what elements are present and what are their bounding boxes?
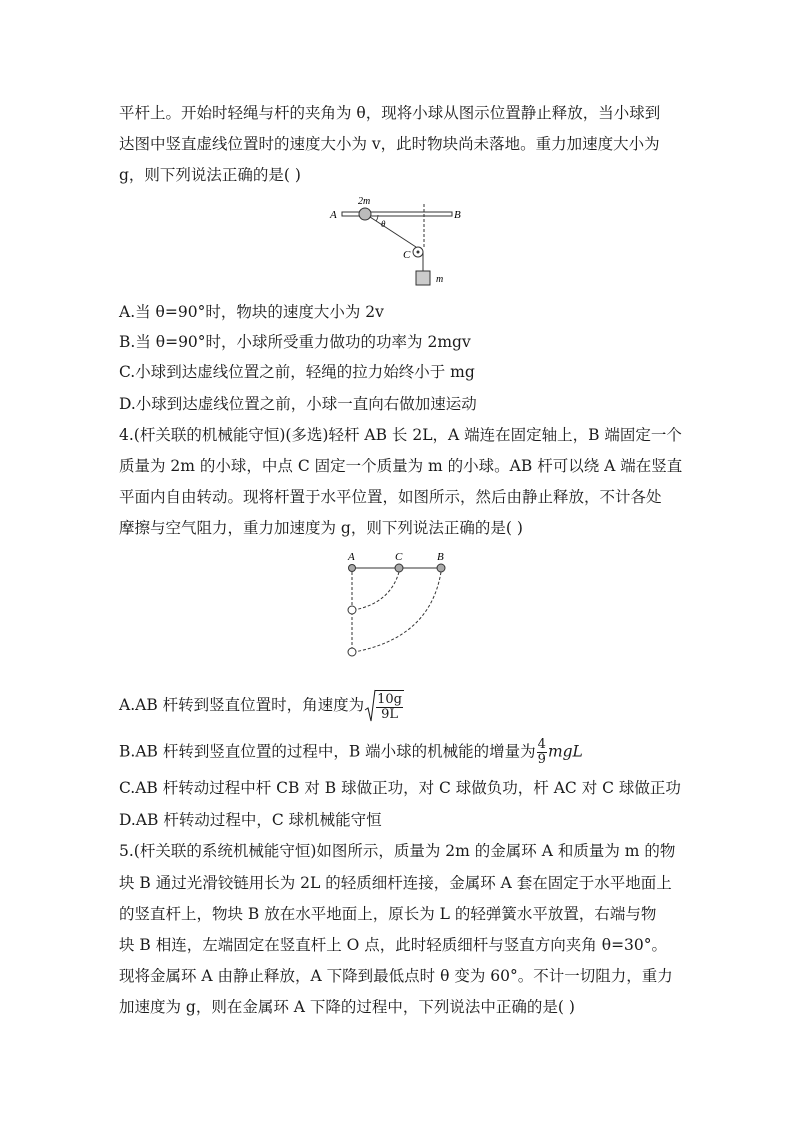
ball-2m (359, 208, 371, 220)
block-m (416, 271, 430, 285)
label-a: A (348, 551, 355, 563)
label-b: B (437, 551, 444, 563)
pivot-a (349, 565, 356, 572)
q4-stem-line-2: 质量为 2m 的小球，中点 C 固定一个质量为 m 的小球。AB 杆可以绕 A 端在竖直 (119, 457, 683, 475)
q3-option-b: B.当 θ=90°时，小球所受重力做功的功率为 2mgv (119, 333, 471, 351)
fraction-denominator: 9 (537, 752, 546, 767)
label-c: C (403, 249, 411, 261)
arc-b (354, 572, 441, 652)
label-theta: θ (381, 219, 386, 229)
q3-stem-line-1: 平杆上。开始时轻绳与杆的夹角为 θ，现将小球从图示位置静止释放，当小球到 (119, 104, 661, 122)
q3-figure (320, 192, 480, 292)
ball-c (395, 564, 403, 572)
ball-b (437, 564, 445, 572)
q4-option-b-text: B.AB 杆转到竖直位置的过程中，B 端小球的机械能的增量为 (119, 742, 536, 761)
label-m: m (436, 274, 444, 285)
rope (370, 217, 416, 247)
label-c: C (395, 551, 403, 563)
q4-stem-line-1: 4.(杆关联的机械能守恒)(多选)轻杆 AB 长 2L，A 端连在固定轴上，B 端固定一个 (119, 426, 682, 444)
q3-stem-line-2: 达图中竖直虚线位置时的速度大小为 v，此时物块尚未落地。重力加速度大小为 (119, 135, 660, 153)
q4-figure (340, 548, 460, 663)
fraction-numerator: 4 (537, 737, 546, 752)
q4-option-a (119, 688, 404, 724)
label-a: A (330, 209, 337, 221)
q3-option-c: C.小球到达虚线位置之前，轻绳的拉力始终小于 mg (119, 363, 475, 381)
q4-option-b (119, 738, 583, 767)
q5-stem-line-3: 的竖直杆上，物块 B 放在水平地面上，原长为 L 的轻弹簧水平放置，右端与物 (119, 905, 657, 923)
ball-b-final (348, 648, 356, 656)
q4-stem-line-4: 摩擦与空气阻力，重力加速度为 g，则下列说法正确的是( ) (119, 519, 523, 537)
q4-option-c: C.AB 杆转动过程中杆 CB 对 B 球做正功，对 C 球做负功，杆 AC 对 C 球做正功 (119, 779, 681, 797)
q5-stem-line-6: 加速度为 g，则在金属环 A 下降的过程中，下列说法中正确的是( ) (119, 998, 575, 1016)
q4-option-b-tail: mgL (547, 742, 583, 761)
q4-option-a-text: A.AB 杆转到竖直位置时，角速度为 (119, 696, 365, 714)
q3-option-d: D.小球到达虚线位置之前，小球一直向右做加速运动 (119, 395, 477, 413)
sqrt-denominator: 9L (381, 707, 399, 722)
q4-stem-line-3: 平面内自由转动。现将杆置于水平位置，如图所示，然后由静止释放，不计各处 (119, 488, 662, 506)
label-b: B (454, 209, 461, 221)
q4-option-d: D.AB 杆转动过程中，C 球机械能守恒 (119, 811, 382, 829)
label-2m: 2m (358, 196, 371, 207)
sqrt-expression (364, 688, 404, 724)
q5-stem-line-5: 现将金属环 A 由静止释放，A 下降到最低点时 θ 变为 60°。不计一切阻力，重力 (119, 967, 673, 985)
ball-c-final (348, 606, 356, 614)
q3-stem-line-3: g，则下列说法正确的是( ) (119, 166, 301, 184)
arc-c (354, 572, 399, 610)
q5-stem-line-4: 块 B 相连，左端固定在竖直杆上 O 点，此时轻质细杆与竖直方向夹角 θ=30°。 (119, 936, 668, 954)
q3-option-a: A.当 θ=90°时，物块的速度大小为 2v (119, 303, 384, 321)
q5-stem-line-2: 块 B 通过光滑铰链用长为 2L 的轻质细杆连接，金属环 A 套在固定于水平地面上 (119, 874, 672, 892)
sqrt-numerator: 10g (377, 692, 403, 707)
q5-stem-line-1: 5.(杆关联的系统机械能守恒)如图所示，质量为 2m 的金属环 A 和质量为 m 的物 (119, 842, 676, 860)
